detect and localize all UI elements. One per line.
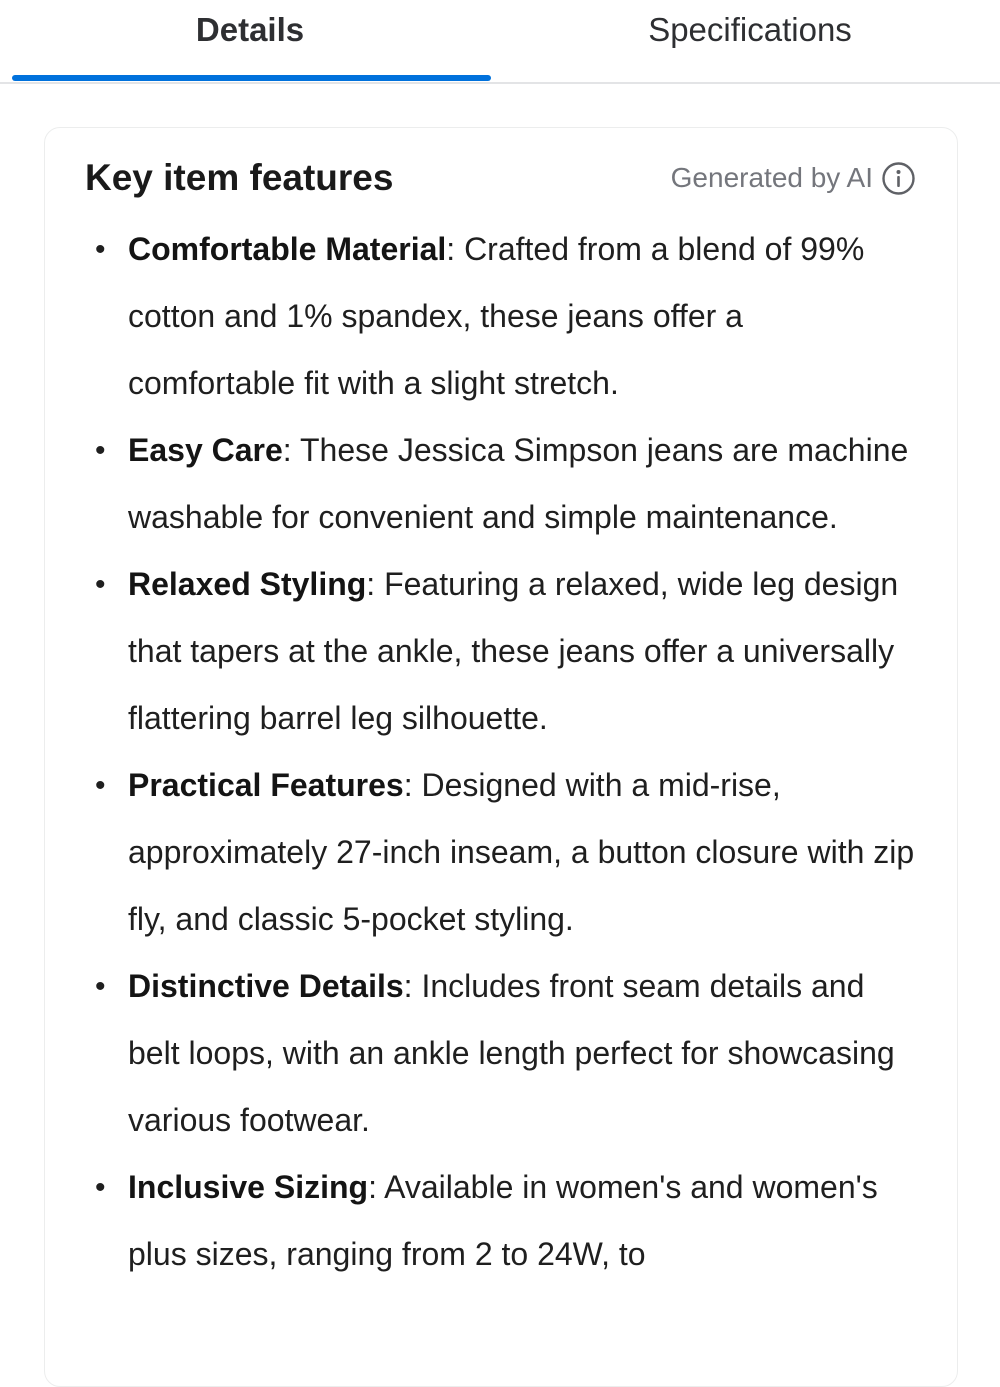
list-item xyxy=(85,953,915,1154)
feature-text: Featuring a relaxed, wide leg design that tapers at the ankle, these jeans offer a universally flattering barrel leg silhouette. xyxy=(128,566,899,736)
feature-separator: : xyxy=(368,1169,377,1205)
feature-label: Practical Features xyxy=(128,767,404,803)
key-features-card xyxy=(44,127,958,1387)
active-tab-indicator xyxy=(12,75,491,81)
feature-text: Available in women's and women's plus sizes, ranging from 2 to 24W, to xyxy=(128,1169,878,1272)
feature-text: Crafted from a blend of 99% cotton and 1% spandex, these jeans offer a comfortable fit with a slight stretch. xyxy=(128,231,865,401)
feature-separator: : xyxy=(282,432,292,468)
tab-details[interactable]: Details xyxy=(195,11,305,48)
feature-label: Relaxed Styling xyxy=(128,566,367,602)
list-item xyxy=(85,752,915,953)
bullet-icon: • xyxy=(95,568,106,601)
bullet-icon: • xyxy=(95,233,106,266)
feature-label: Comfortable Material xyxy=(128,231,447,267)
feature-text: Includes front seam details and belt loops, with an ankle length perfect for showcasing various footwear. xyxy=(128,968,895,1138)
feature-separator: : xyxy=(403,968,413,1004)
list-item xyxy=(85,417,915,551)
ai-generated-note xyxy=(671,160,915,196)
ai-note-label: Generated by AI xyxy=(670,162,873,193)
tab-specifications[interactable]: Specifications xyxy=(648,11,852,48)
card-title: Key item features xyxy=(85,157,394,198)
feature-label: Distinctive Details xyxy=(128,968,404,1004)
bullet-icon: • xyxy=(95,434,106,467)
bullet-icon: • xyxy=(95,1171,106,1204)
feature-list xyxy=(85,216,915,1288)
list-item xyxy=(85,551,915,752)
bullet-icon: • xyxy=(95,970,106,1003)
feature-text: These Jessica Simpson jeans are machine washable for convenient and simple maintenance. xyxy=(128,432,909,535)
feature-label: Easy Care xyxy=(128,432,283,468)
feature-separator: : xyxy=(403,767,413,803)
list-item xyxy=(85,1154,915,1288)
bullet-icon: • xyxy=(95,769,106,802)
tab-bar xyxy=(0,0,1000,84)
info-circle-icon[interactable] xyxy=(882,162,915,195)
feature-label: Inclusive Sizing xyxy=(128,1169,369,1205)
feature-separator: : xyxy=(446,231,456,267)
feature-text: Designed with a mid-rise, approximately 27-inch inseam, a button closure with zip fly, and classic 5-pocket styling. xyxy=(128,767,915,937)
feature-separator: : xyxy=(366,566,376,602)
list-item xyxy=(85,216,915,417)
